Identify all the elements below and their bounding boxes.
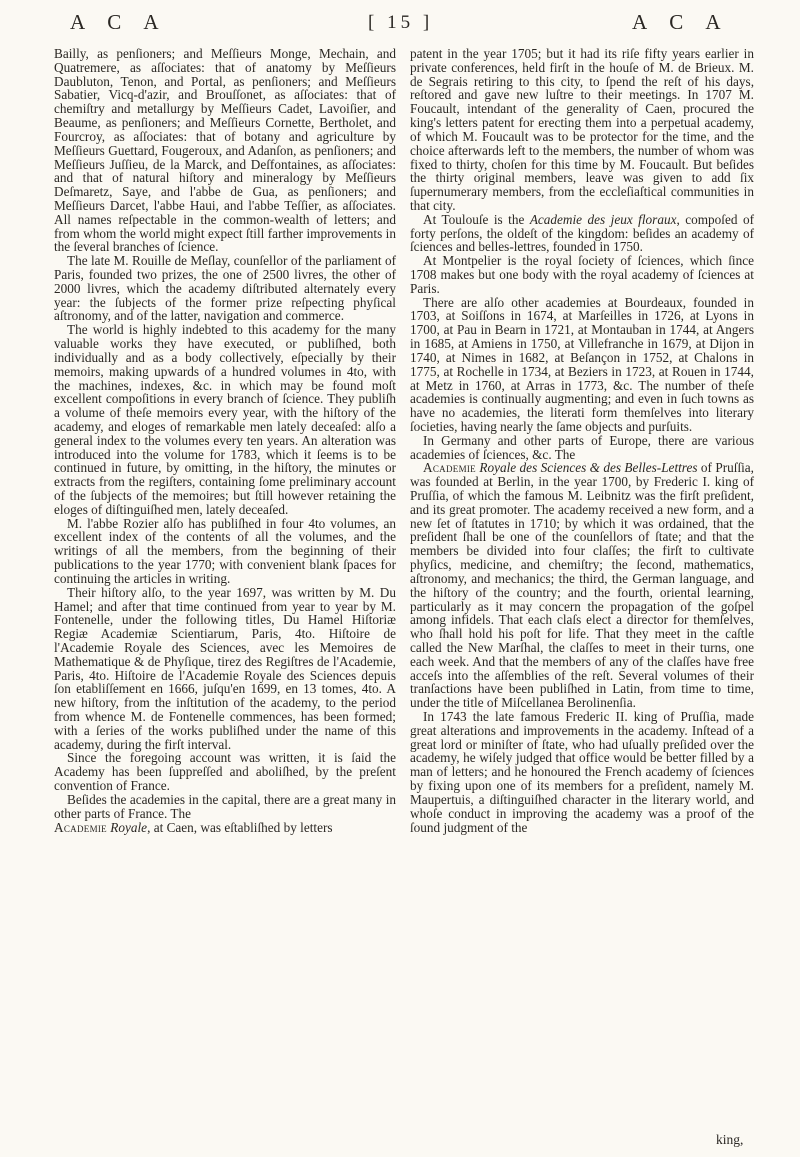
paragraph: Bailly, as penſioners; and Meſſieurs Monge, Mechain, and Quatremere, as aſſociates: that of anatomy by Meſſieurs Daubluton, Tenon, and Portal, as penſioners; and Meſſieurs Sabatier, Vicq-d'azir, and Brouſſonet, as aſſociates: that of chemiſtry and metallurgy by Meſſieurs Cadet, Lavoiſier, and Beaume, as penſioners; and Meſſieurs Cornette, Bertholet, and Fourcroy, as aſſociates: that of botany and agriculture by Meſſieurs Guettard, Fougeroux, and Adanſon, as penſioners; and Meſſieurs Juſſieu, de la Marck, and Deſfontaines, as aſſociates: and that of natural hiſtory and mineralogy by Meſſieurs Deſmaretz, Saye, and l'abbe de Gua, as penſioners; and Meſſieurs Darcet, l'abbe Haui, and l'abbe Teſſier, as aſſociates. All names reſpectable in the common-wealth of letters; and from whom the world might expect ſtill farther improvements in the ſeveral branches of ſcience. (54, 46, 396, 255)
running-header (0, 6, 800, 36)
left-column (54, 47, 396, 834)
paragraph: The late M. Rouille de Meſlay, counſellor of the parliament of Paris, founded two prizes, the one of 2500 livres, the other of 2000 livres, which the academy diſtributed alternately every year: the ſubjects of the former prize reſpecting phyſical aſtronomy, and of the latter, navigation and commerce. (54, 253, 396, 324)
paragraph: The world is highly indebted to this academy for the many valuable works they have executed, or publiſhed, both individually and as a body collectively, eſpecially by their memoirs, making upwards of a hundred volumes in 4to, with the machines, indexes, &c. in which may be found moſt excellent compoſitions in every branch of ſcience. They publiſh a volume of theſe memoirs every year, with the hiſtory of the academy, and eloges of remarkable men lately deceaſed: alſo a general index to the volumes every ten years. An alteration was introduced into the volume for 1783, which it ſeems is to be continued in future, by omitting, in the hiſtory, the minutes or extracts from the regiſters, containing ſome preliminary account of the ſubjects of the memoires; but ſtill however retaining the eloges of diſtinguiſhed men, lately deceaſed. (54, 322, 396, 517)
paragraph: Academie Royale des Sciences & des Belles-Lettres of Pruſſia, was founded at Berlin, in the year 1700, by Frederic I. king of Pruſſia, of which the famous M. Leibnitz was the firſt preſident, and its great promoter. The academy received a new form, and a new ſet of ſtatutes in 1710; by which it was ordained, that the preſident ſhall be one of the counſellors of ſtate; and that the members be divided into four claſſes; the firſt to cultivate phyſics, medicine, and chemiſtry; the ſecond, mathematics, aſtronomy, and mechanics; the third, the German language, and the hiſtory of the country; and the fourth, oriental learning, particularly as it may concern the propagation of the goſpel among infidels. That each claſs elect a director for themſelves, who ſhall hold his poſt for life. That they meet in the caſtle called the New Marſhal, the claſſes to meet in their turns, one each week. And that the members of any of the claſſes have free acceſs into the aſſemblies of the reſt. Several volumes of their tranſactions have been publiſhed in Latin, from time to time, under the title of Miſcellanea Berolinenſia. (410, 460, 754, 711)
catchword: king, (716, 1132, 744, 1147)
paragraph: Academie Royale, at Caen, was eſtabliſhed by letters (54, 819, 333, 835)
paragraph: Beſides the academies in the capital, there are a great many in other parts of France. The (54, 791, 396, 821)
paragraph: Their hiſtory alſo, to the year 1697, was written by M. Du Hamel; and after that time continued from year to year by M. Fontenelle, under the following titles, Du Hamel Hiſtoriæ Regiæ Academiæ Scientiarum, Paris, 4to. Hiſtoire de l'Academie Royale des Sciences, avec les Memoires de Mathematique & de Phyſique, tirez des Regiſtres de l'Academie, Paris, 4to. Hiſtoire de l'Academie Royale des Sciences depuis ſon etabliſſement en 1666, juſqu'en 1699, en 13 tomes, 4to. A new hiſtory, from the inſtitution of the academy, to the period from whence M. de Fontenelle commences, has been formed; with a ſeries of the works publiſhed under the name of this academy, during the firſt interval. (54, 584, 396, 752)
right-column (410, 47, 754, 834)
paragraph: There are alſo other academies at Bourdeaux, founded in 1703, at Soiſſons in 1674, at Marſeilles in 1726, at Lyons in 1700, at Pau in Bearn in 1721, at Montauban in 1744, at Angers in 1685, at Amiens in 1750, at Villefranche in 1679, at Dijon in 1740, at Nimes in 1682, at Beſançon in 1752, at Chalons in 1775, at Rochelle in 1734, at Beziers in 1723, at Rouen in 1744, at Metz in 1760, at Arras in 1773, &c. The number of theſe academies is continually augmenting; and even in ſuch towns as have no academies, the literati form themſelves into literary ſocieties, having nearly the ſame objects and purſuits. (410, 294, 754, 434)
page-number: [ 15 ] (368, 12, 434, 33)
paragraph: At Toulouſe is the Academie des jeux floraux, compoſed of forty perſons, the oldeſt of the kingdom: beſides an academy of ſciences and belles-lettres, founded in 1750. (410, 211, 754, 255)
paragraph: At Montpelier is the royal ſociety of ſciences, which ſince 1708 makes but one body with the royal academy of ſciences at Paris. (410, 253, 754, 296)
header-right: A C A (632, 10, 730, 34)
paragraph: In 1743 the late famous Frederic II. king of Pruſſia, made great alterations and improvements in the academy. Inſtead of a great lord or miniſter of ſtate, who had uſually preſided over the academy, he wiſely judged that office would be better filled by a man of letters; and he honoured the French academy of ſciences by fixing upon one of its members for a preſident, namely M. Maupertuis, a diſtinguiſhed character in the literary world, and whoſe conduct in improving the academy was a proof of the ſound judgment of the (410, 709, 754, 835)
paragraph: Since the foregoing account was written, it is ſaid the Academy has been ſuppreſſed and aboliſhed, by the preſent convention of France. (54, 750, 396, 794)
paragraph: patent in the year 1705; but it had its riſe fifty years earlier in private conferences, held firſt in the houſe of M. de Brieux. M. de Segrais retiring to this city, to ſpend the reſt of his days, reſtored and gave new luſtre to their meetings. In 1707 M. Foucault, intendant of the generality of Caen, procured the king's letters patent for erecting them into a perpetual academy, of which M. Foucault was to be protector for the time, and the choice afterwards left to the members, the number of whom was fixed to thirty, choſen for this time by M. Foucault. But beſides the thirty original members, leave was given to add ſix ſupernumerary members, from the eccleſiaſtical communities in that city. (410, 46, 754, 213)
header-left: A C A (70, 10, 168, 34)
paragraph: M. l'abbe Rozier alſo has publiſhed in four 4to volumes, an excellent index of the contents of all the volumes, and the writings of all the members, from the beginning of their publications to the year 1770; with convenient blank ſpaces for continuing the articles in writing. (54, 515, 396, 586)
paragraph: In Germany and other parts of Europe, there are various academies of ſciences, &c. The (410, 432, 754, 462)
